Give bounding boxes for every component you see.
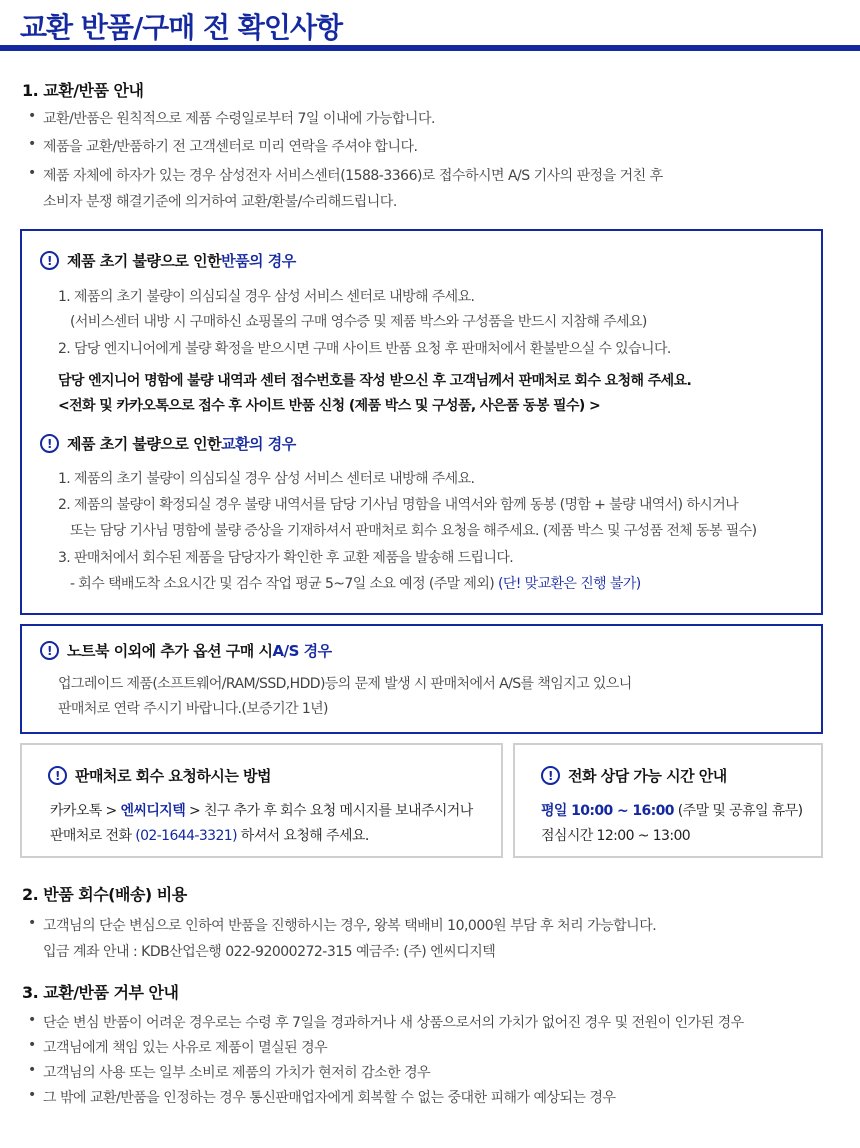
notebook-as-box — [20, 624, 823, 734]
exclamation-circle-icon: ! — [541, 766, 560, 785]
section3-bullet-2: • 고객님에게 책임 있는 사유로 제품이 멸실된 경우 — [28, 1037, 327, 1057]
section3-bullet-1: • 단순 변심 반품이 어려운 경우로는 수령 후 7일을 경과하거나 새 상품으로서의 가치가 없어진 경우 및 전원이 인가된 경우 — [28, 1012, 744, 1032]
section2-bullet-cont: 입금 계좌 안내 : KDB산업은행 022-92000272-315 예금주: (주) 엔씨디지텍 — [43, 944, 496, 960]
defect-info-box — [20, 229, 823, 615]
recall-method-line-2: 판매처로 전화 (02-1644-3321) 하셔서 요청해 주세요. — [50, 828, 369, 844]
notebook-as-title: ! 노트북 이외에 추가 옵션 구매 시 A/S 경우 — [40, 640, 332, 661]
phone-hours-weekday: 평일 10:00 ~ 16:00 (주말 및 공휴일 휴무) — [541, 803, 803, 819]
exchange-line-2: 2. 제품의 불량이 확정되실 경우 불량 내역서를 담당 기사님 명함을 내역서와 함께 동봉 (명함 + 불량 내역서) 하시거나 — [58, 497, 739, 513]
section1-title: 1. 교환/반품 안내 — [22, 81, 144, 100]
page-header — [0, 0, 860, 52]
exchange-line-3: 또는 담당 기사님 명함에 불량 증상을 기재하셔서 판매처로 회수 요청을 해주세요. (제품 박스 및 구성품 전체 동봉 필수) — [70, 523, 757, 539]
section3-title: 3. 교환/반품 거부 안내 — [22, 983, 179, 1002]
notebook-as-line-2: 판매처로 연락 주시기 바랍니다.(보증기간 1년) — [58, 701, 328, 717]
return-note-2: <전화 및 카카오톡으로 접수 후 사이트 반품 신청 (제품 박스 및 구성품, 사은품 동봉 필수) > — [58, 398, 601, 414]
section2-bullet: • 고객님의 단순 변심으로 인하여 반품을 진행하시는 경우, 왕복 택배비 10,000원 부담 후 처리 가능합니다. — [28, 915, 656, 935]
exclamation-circle-icon: ! — [40, 251, 59, 270]
phone-hours-lunch: 점심시간 12:00 ~ 13:00 — [541, 828, 691, 844]
return-case-title: ! 제품 초기 불량으로 인한 반품의 경우 — [40, 250, 296, 271]
section1-bullet-3: • 제품 자체에 하자가 있는 경우 삼성전자 서비스센터(1588-3366)로 접수하시면 A/S 기사의 판정을 거친 후 — [28, 165, 663, 185]
phone-hours-title: ! 전화 상담 가능 시간 안내 — [541, 765, 727, 786]
recall-method-line-1: 카카오톡 > 엔씨디지텍 > 친구 추가 후 회수 요청 메시지를 보내주시거나 — [50, 803, 473, 819]
section2-title: 2. 반품 회수(배송) 비용 — [22, 885, 187, 904]
exchange-line-5: - 회수 택배도착 소요시간 및 검수 작업 평균 5~7일 소요 예정 (주말 제외) (단! 맞교환은 진행 불가) — [70, 576, 641, 592]
phone-hours-box — [513, 743, 823, 858]
page-title: 교환 반품/구매 전 확인사항 — [20, 11, 342, 44]
notebook-as-line-1: 업그레이드 제품(소프트웨어/RAM/SSD,HDD)등의 문제 발생 시 판매처에서 A/S를 책임지고 있으니 — [58, 676, 632, 692]
return-line-1: 1. 제품의 초기 불량이 의심되실 경우 삼성 서비스 센터로 내방해 주세요. — [58, 289, 475, 305]
recall-method-title: ! 판매처로 회수 요청하시는 방법 — [48, 765, 271, 786]
section1-bullet-3-cont: 소비자 분쟁 해결기준에 의거하여 교환/환불/수리해드립니다. — [43, 194, 397, 210]
exchange-line-4: 3. 판매처에서 회수된 제품을 담당자가 확인한 후 교환 제품을 발송해 드립니다. — [58, 550, 514, 566]
exclamation-circle-icon: ! — [40, 434, 59, 453]
section3-bullet-3: • 고객님의 사용 또는 일부 소비로 제품의 가치가 현저히 감소한 경우 — [28, 1062, 430, 1082]
exclamation-circle-icon: ! — [48, 766, 67, 785]
recall-method-box — [20, 743, 503, 858]
return-note-1: 담당 엔지니어 명함에 불량 내역과 센터 접수번호를 작성 받으신 후 고객님께서 판매처로 회수 요청해 주세요. — [58, 373, 692, 389]
return-line-2: (서비스센터 내방 시 구매하신 쇼핑몰의 구매 영수증 및 제품 박스와 구성품을 반드시 지참해 주세요) — [70, 314, 647, 330]
return-line-3: 2. 담당 엔지니어에게 불량 확정을 받으시면 구매 사이트 반품 요청 후 판매처에서 환불받으실 수 있습니다. — [58, 341, 671, 357]
exchange-case-title: ! 제품 초기 불량으로 인한 교환의 경우 — [40, 433, 296, 454]
section1-bullet-1: • 교환/반품은 원칙적으로 제품 수령일로부터 7일 이내에 가능합니다. — [28, 108, 435, 128]
exchange-line-1: 1. 제품의 초기 불량이 의심되실 경우 삼성 서비스 센터로 내방해 주세요. — [58, 471, 475, 487]
section1-bullet-2: • 제품을 교환/반품하기 전 고객센터로 미리 연락을 주셔야 합니다. — [28, 136, 417, 156]
header-rule — [0, 45, 860, 51]
exclamation-circle-icon: ! — [40, 641, 59, 660]
section3-bullet-4: • 그 밖에 교환/반품을 인정하는 경우 통신판매업자에게 회복할 수 없는 중대한 피해가 예상되는 경우 — [28, 1087, 616, 1107]
